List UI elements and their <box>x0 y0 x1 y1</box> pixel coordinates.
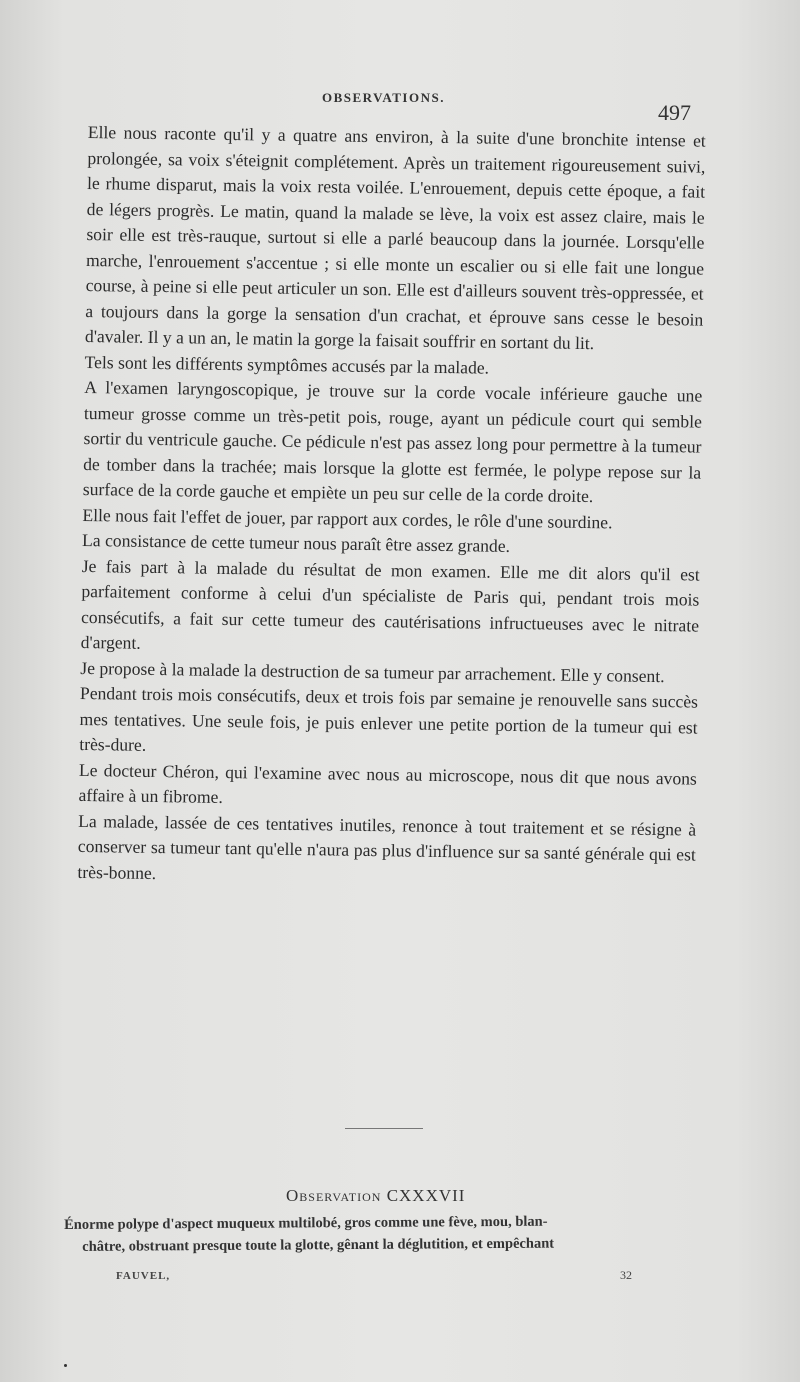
paragraph: A l'examen laryngoscopique, je trouve sur la corde vocale inférieure gauche une tumeur grosse comme un très-petit pois, rouge, ayant un pédicule court qui semble sortir du ventricule gauche. Ce pédicule n'est pas assez long pour permettre à la tumeur de tomber dans la trachée; mais lorsque la glotte est fermée, le polype repose sur la surface de la corde gauche et empiète un peu sur celle de la corde droite. <box>82 376 703 507</box>
footer-sheet-number: 32 <box>620 1268 632 1282</box>
paragraph: La malade, lassée de ces tentatives inutiles, renonce à tout traitement et se résigne à conserver sa tumeur tant qu'elle n'aura pas plus d'influence sur sa santé générale qui est très-bonne. <box>77 810 697 883</box>
page-number: 497 <box>658 100 691 125</box>
summary-line: Énorme polype d'aspect muqueux multilobé, gros comme une fève, mou, blan- <box>64 1213 548 1233</box>
paragraph: Je propose à la malade la destruction de sa tumeur par arrachement. Elle y consent. <box>80 657 665 686</box>
paragraph: Elle nous fait l'effet de jouer, par rapport aux cordes, le rôle d'une sourdine. <box>82 504 613 532</box>
paragraph: Le docteur Chéron, qui l'examine avec nous au microscope, nous dit que nous avons affaire à un fibrome. <box>78 759 698 807</box>
summary-line: châtre, obstruant presque toute la glotte, gênant la déglutition, et empêchant <box>82 1235 555 1255</box>
paragraph: Elle nous raconte qu'il y a quatre ans environ, à la suite d'une bronchite intense et prolongée, sa voix s'éteignit complétement. Après un traitement rigoureusement suivi, le rhume disparut, mais la voix resta voilée. L'enrouement, depuis cette époque, a fait de légers progrès. Le matin, quand la malade se lève, la voix est assez claire, mais le soir elle est très-rauque, surtout si elle a parlé beaucoup dans la journée. Lorsqu'elle marche, l'enrouement s'accentue ; si elle monte un escalier ou si elle fait une longue course, à peine si elle peut articuler un son. Elle est d'ailleurs souvent très-oppressée, et a toujours dans la gorge la sensation d'un crachat, et éprouve sans cesse le besoin d'avaler. Il y a un an, le matin la gorge la faisait souffrir en sortant du lit. <box>84 121 706 354</box>
paragraph: La consistance de cette tumeur nous paraît être assez grande. <box>81 529 511 556</box>
footer-signature: FAUVEL, <box>116 1270 171 1282</box>
ink-speck <box>64 1364 67 1367</box>
paragraph: Tels sont les différents symptômes accusés par la malade. <box>84 351 490 378</box>
body-text <box>77 120 706 894</box>
paragraph: Pendant trois mois consécutifs, deux et trois fois par semaine je renouvelle sans succès mes tentatives. Une seule fois, je puis enlever une petite portion de la tumeur qui est très-dure. <box>79 682 699 755</box>
observation-title: Observation CXXXVII <box>286 1186 466 1205</box>
paragraph: Je fais part à la malade du résultat de mon examen. Elle me dit alors qu'il est parfaitement conforme à celui d'un spécialiste de Paris qui, pendant trois mois consécutifs, a fait sur cette tumeur des cautérisations infructueuses avec le nitrate d'argent. <box>80 555 700 653</box>
observation-summary <box>64 1210 704 1258</box>
section-divider <box>345 1128 423 1129</box>
running-title: OBSERVATIONS. <box>322 90 445 105</box>
